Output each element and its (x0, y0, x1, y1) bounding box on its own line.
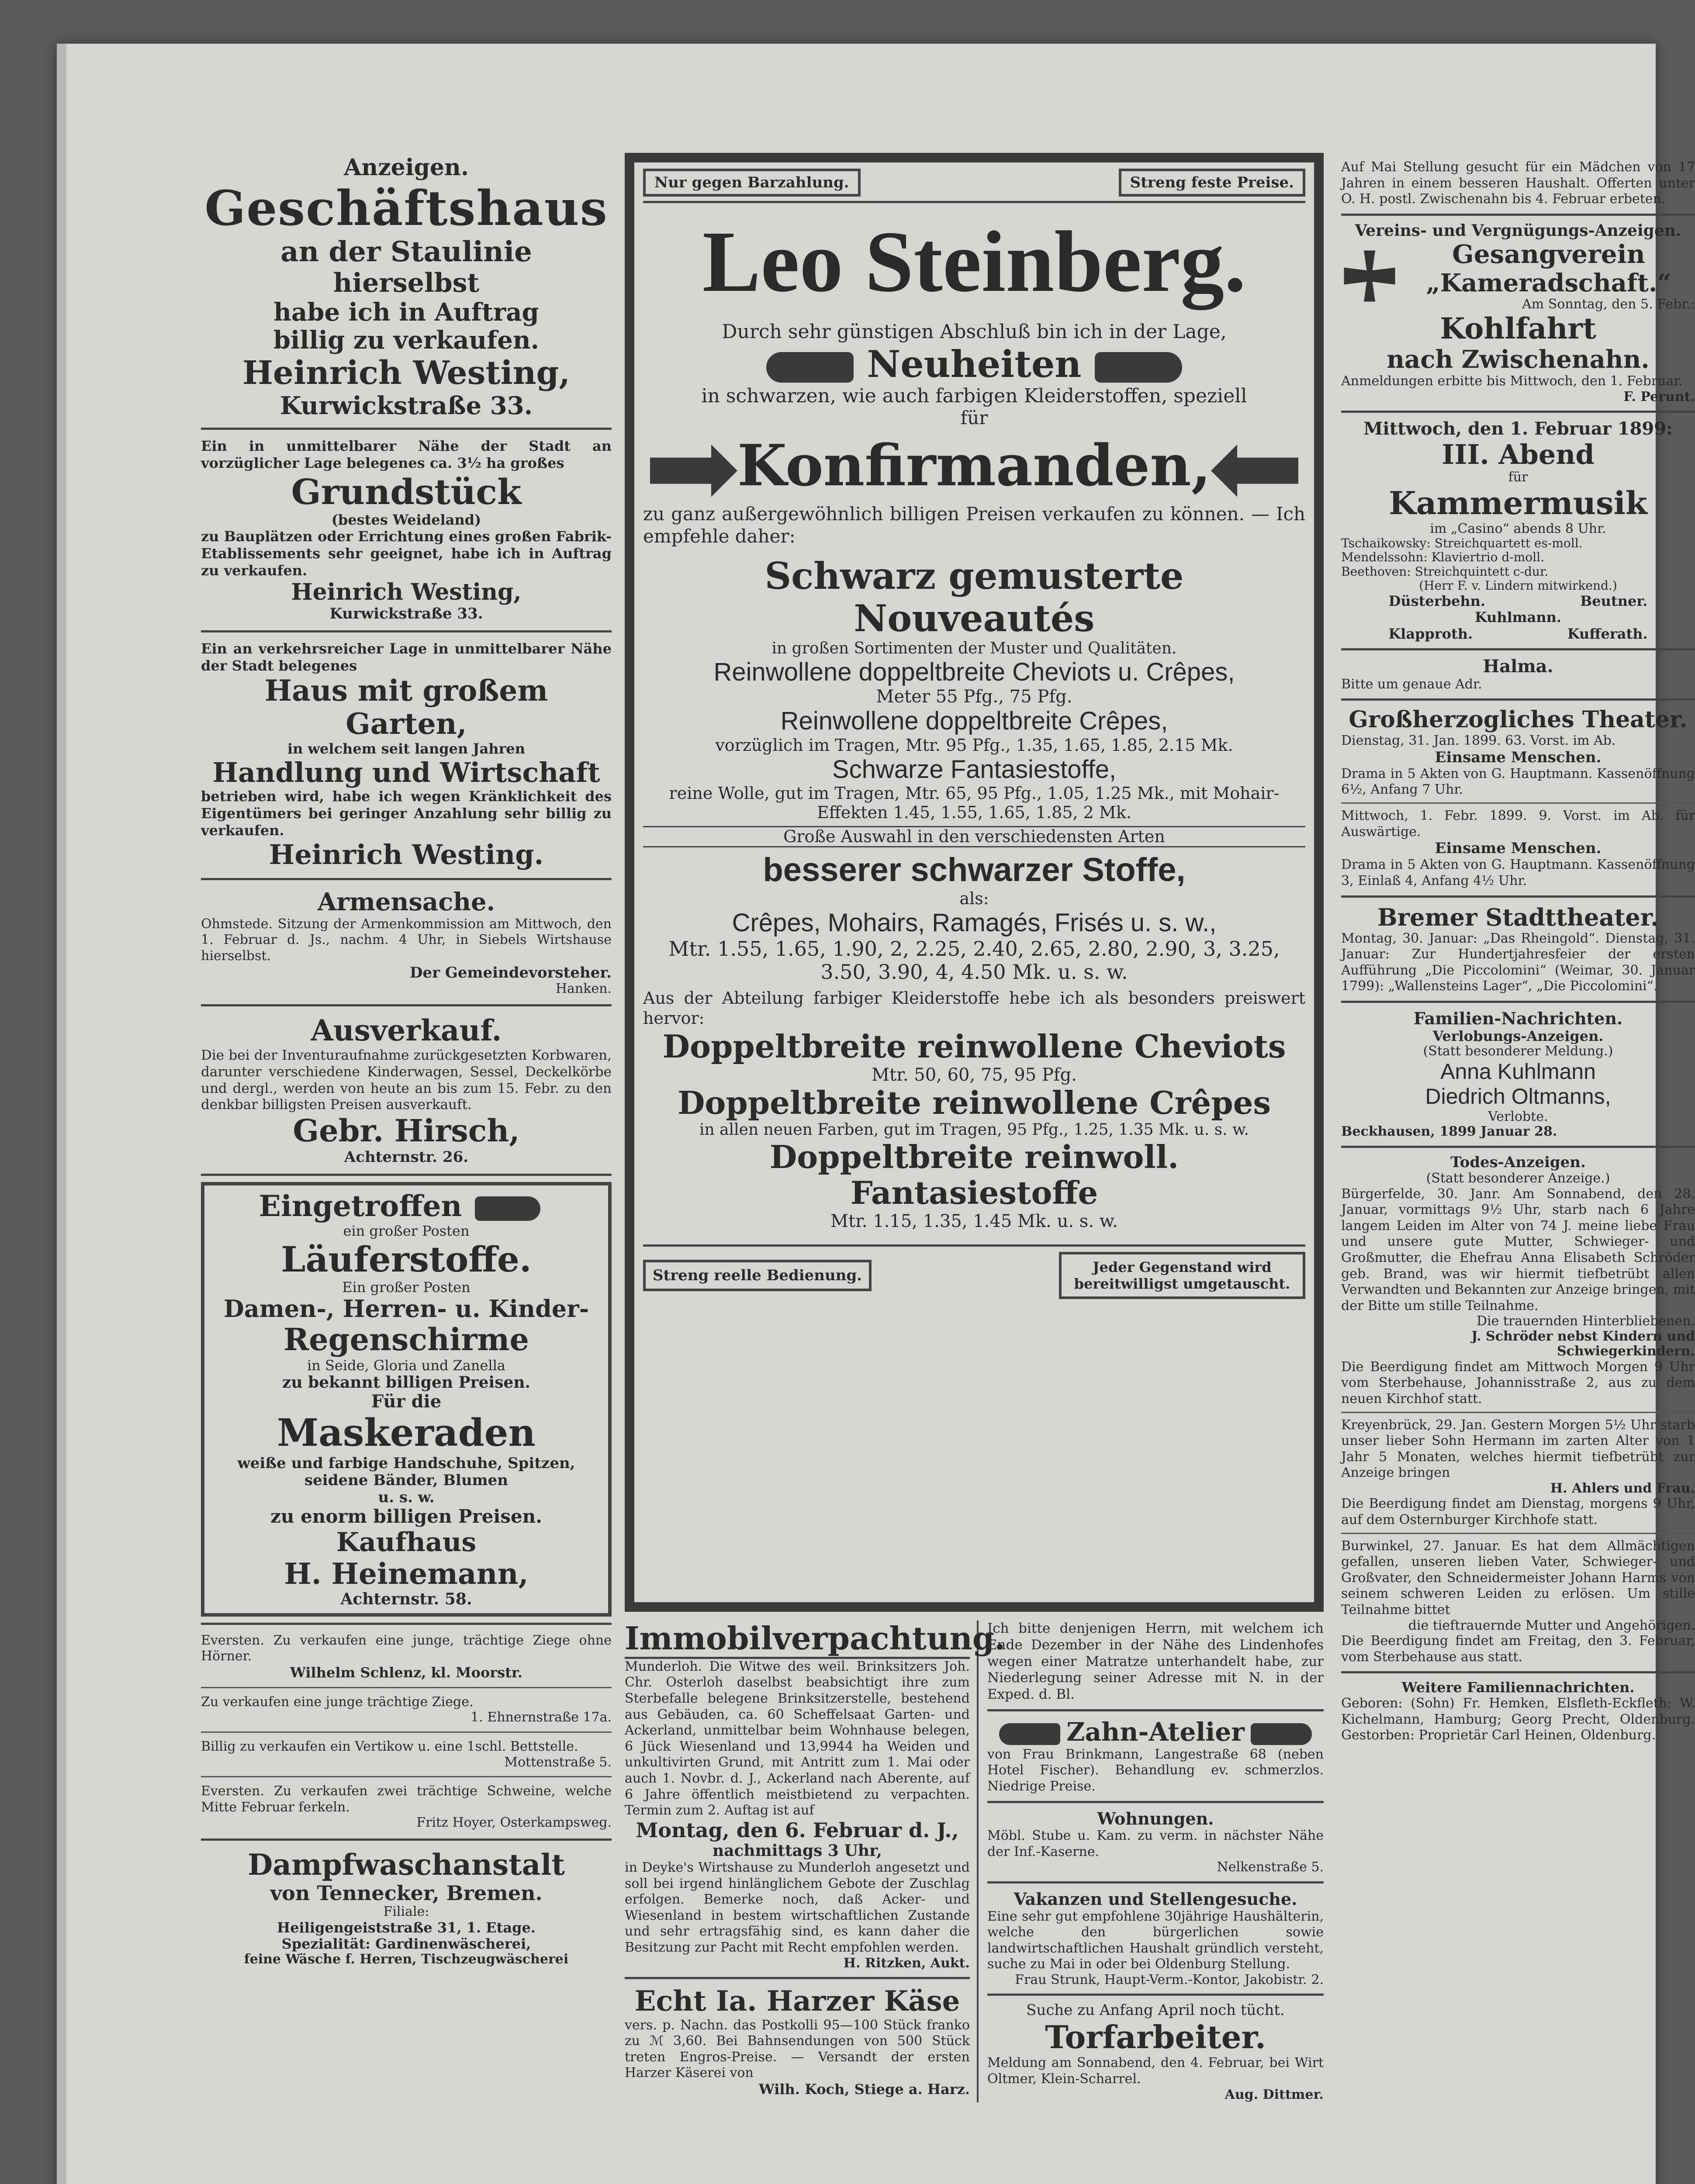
ad-title: Regenschirme (283, 1321, 529, 1358)
ad-haus-garten (201, 639, 612, 872)
ad-title: Bremer Stadttheater. (1377, 903, 1659, 931)
ad-line: zu bekannt billigen Preisen. (282, 1373, 531, 1392)
ad-title: III. Abend (1442, 439, 1595, 471)
ad-body: Eversten. Zu verkaufen zwei trächtige Schweine, welche Mitte Februar ferkeln. (201, 1783, 612, 1815)
ad-body: Mittwoch, 1. Febr. 1899. 9. Vorst. im Ab. für Auswärtige. (1341, 808, 1695, 840)
ad-signature: Aug. Dittmer. (1225, 2087, 1324, 2102)
section-subheading: Weitere Familiennachrichten. (1401, 1679, 1635, 1696)
ad-title: Armensache. (317, 888, 495, 917)
ad-body: Dienstag, 31. Jan. 1899. 63. Vorst. im Ab. (1341, 733, 1616, 749)
ad-body: Ohmstede. Sitzung der Armenkommission am Mittwoch, den 1. Februar d. Js., nachm. 4 Uhr, in Siebels Wirtshause hierselbst. (201, 916, 612, 964)
ad-body: Zu verkaufen eine junge trächtige Ziege. (201, 1694, 474, 1710)
ad-title-text: Zahn-Atelier (1066, 1717, 1245, 1747)
musician-name: Beutner. (1580, 592, 1648, 609)
ad-signature: H. Ahlers und Frau. (1550, 1480, 1695, 1496)
ad-line: (Statt besonderer Meldung.) (1423, 1044, 1613, 1059)
ad-line: an der Staulinie (280, 235, 532, 269)
ad-heinemann (201, 1182, 612, 1617)
ad-line: Am Sonntag, den 5. Febr.: (1522, 297, 1695, 312)
ad-top-right: Streng feste Preise. (1119, 169, 1305, 197)
ad-feature-text: Neuheiten (867, 342, 1082, 386)
ad-line: in Seide, Gloria und Zanella (307, 1357, 505, 1374)
iron-cross-icon (1341, 248, 1398, 304)
ad-address: Kurwickstraße 33. (329, 605, 483, 622)
ad-title: Maskeraden (277, 1411, 536, 1455)
pointing-hand-icon (1251, 1723, 1312, 1745)
ad-body: Möbl. Stube u. Kam. zu verm. in nächster Nähe der Inf.-Kaserne. (987, 1828, 1324, 1859)
ad-line: Suche zu Anfang April noch tücht. (1026, 2001, 1285, 2019)
ad-price: reine Wolle, gut im Tragen, Mtr. 65, 95 Pfg., 1.05, 1.25 Mk., mit Mohair-Effekten 1.45, 1.55, 1.65, 1.85, 2 Mk. (669, 784, 1280, 822)
ad-line: billig zu verkaufen. (273, 326, 540, 355)
ad-price: Mtr. 50, 60, 75, 95 Pfg. (872, 1064, 1077, 1085)
ad-line: Für die (371, 1391, 442, 1412)
ad-body: Anmeldungen erbitte bis Mittwoch, den 1. Februar. (1341, 373, 1683, 389)
ad-heading: Doppeltbreite reinwoll. Fantasiestoffe (769, 1138, 1179, 1212)
ad-geschaeftshaus (201, 153, 612, 422)
ad-line: ein großer Posten (343, 1222, 470, 1239)
ad-name: Hanken. (555, 981, 612, 996)
ad-line: (Herr F. v. Lindern mitwirkend.) (1419, 578, 1617, 593)
ad-title: Großherzogliches Theater. (1349, 706, 1688, 733)
ad-title (211, 1190, 601, 1223)
left-column (201, 153, 612, 1969)
ad-signature: Die trauernden Hinterbliebenen. (1476, 1313, 1695, 1329)
musician-row (1341, 625, 1695, 642)
ad-body: Geboren: (Sohn) Fr. Hemken, Elsfleth-Eckfleth; W. Kichelmann, Hamburg; Georg Precht, Oldenburg. Gestorben: Proprietär Carl Heinen, Oldenburg. (1341, 1696, 1695, 1743)
ad-title: Haus mit großem Garten, (264, 674, 548, 741)
ad-line: hierselbst (333, 267, 480, 298)
ad-price: Mtr. 1.55, 1.65, 1.90, 2, 2.25, 2.40, 2.65, 2.80, 2.90, 3, 3.25, 3.50, 3.90, 4, 4.50 Mk. u. s. w. (668, 937, 1280, 984)
ad-grundstueck (201, 436, 612, 624)
ad-heading: besserer schwarzer Stoffe, (763, 851, 1186, 889)
ad-body: in Deyke's Wirtshause zu Munderloh angesetzt und soll bei irgend hinlänglichem Gebote der Zuschlag erfolgen. Bemerke noch, daß Acker- und Wiesenland in bestem wirtschaftlichen Zustande und sehr ertragsfähig sind, es kann daher die Besitzung zur Pacht mit Recht empfohlen werden. (625, 1860, 970, 1955)
ad-line: für (960, 407, 988, 429)
ad-body: Drama in 5 Akten von G. Hauptmann. Kassenöffnung 6½, Anfang 7 Uhr. (1341, 766, 1695, 798)
ad-bottom-left: Streng reelle Bedienung. (643, 1260, 872, 1291)
ad-line: Spezialität: Gardinenwäscherei, (281, 1935, 531, 1952)
ad-body: Meldung am Sonnabend, den 4. Februar, bei Wirt Oltmer, Klein-Scharrel. (987, 2055, 1324, 2087)
ad-body: Ein an verkehrsreicher Lage in unmittelbarer Nähe der Stadt belegenes (201, 640, 612, 674)
pointing-hand-icon (766, 352, 854, 383)
ad-line: Verlobte. (1488, 1109, 1548, 1124)
section-subheading: Todes-Anzeigen. (1450, 1153, 1586, 1171)
ad-title: Grundstück (291, 471, 522, 513)
ad-ziege-2 (201, 1693, 612, 1727)
ad-body: Eversten. Zu verkaufen eine junge, trächtige Ziege ohne Hörner. (201, 1632, 612, 1664)
program-line: Tschaikowsky: Streichquartett es-moll. (1341, 536, 1583, 551)
musician-name: Kufferath. (1567, 625, 1648, 642)
ad-brand: Leo Steinberg. (702, 214, 1246, 310)
ad-title: Halma. (1483, 656, 1553, 677)
ad-title: Dampfwaschanstalt (248, 1847, 565, 1882)
program-line: Mendelssohn: Klaviertrio d-moll. (1341, 550, 1544, 565)
ad-signature: J. Schröder nebst Kindern und Schwiegerkindern. (1471, 1328, 1695, 1359)
ad-body: Montag, 30. Januar: „Das Rheingold“. Dienstag, 31. Januar: Zur Hundertjahresfeier der ersten Aufführung „Die Piccolomini“ (Weimar, 30. Januar 1799): „Wallensteins Lager“, „Die Piccolomini“. (1341, 930, 1695, 994)
gesangverein-text (1402, 240, 1695, 312)
ad-signature: die tieftrauernde Mutter und Angehörigen. (1408, 1617, 1695, 1633)
ad-feature-text: Konfirmanden, (737, 432, 1211, 499)
ad-heading: Doppeltbreite reinwollene Crêpes (677, 1084, 1271, 1121)
ad-title: Geschäftshaus (204, 180, 608, 236)
ad-body: Auf Mai Stellung gesucht für ein Mädchen von 17 Jahren in einem besseren Haushalt. Offerten unter O. H. postl. Zwischenahn bis 4. Februar erbeten. (1341, 159, 1695, 207)
ad-line: von Tennecker, Bremen. (270, 1881, 543, 1905)
ad-feature (643, 343, 1305, 386)
newspaper-page (57, 44, 1695, 2184)
ad-armensache (201, 886, 612, 998)
musician-name: Klapproth. (1388, 625, 1473, 642)
ad-body: Bürgerfelde, 30. Janr. Am Sonnabend, den 28. Januar, vormittags 9½ Uhr, starb nach 6 Jahre langem Leiden im Alter von 74 J. meine liebe Frau und unsere gute Mutter, Schwieger- und Großmutter, die Ehefrau Anna Elisabeth Schröder geb. Brand, was wir hiermit tiefbetrübt allen Verwandten und Bekannten zur Anzeige bringen, mit der Bitte um stille Teilnahme. (1341, 1186, 1695, 1313)
ad-line: Ein großer Posten (342, 1279, 470, 1296)
ad-signature: Heinrich Westing, (242, 354, 571, 392)
ad-line: Kaufhaus (336, 1527, 477, 1558)
ad-signature: Gebr. Hirsch, (293, 1113, 520, 1149)
fiance-name: Diedrich Oltmanns, (1425, 1084, 1611, 1109)
ad-line: zu enorm billigen Preisen. (270, 1506, 542, 1527)
ad-title: Wohnungen. (1097, 1808, 1214, 1828)
ad-line: zu ganz außergewöhnlich billigen Preisen verkaufen zu können. — Ich empfehle daher: (643, 503, 1305, 547)
ad-dampfwaschanstalt (201, 1847, 612, 1969)
ad-title: Kohlfahrt (1440, 311, 1596, 346)
ad-body: Drama in 5 Akten von G. Hauptmann. Kassenöffnung 3, Einlaß 4, Anfang 4½ Uhr. (1341, 857, 1695, 888)
ad-address: 1. Ehnernstraße 17a. (470, 1710, 612, 1725)
ad-price: vorzüglich im Tragen, Mtr. 95 Pfg., 1.35, 1.65, 1.85, 2.15 Mk. (715, 736, 1233, 755)
ad-line: in welchem seit langen Jahren (287, 740, 526, 757)
ad-address: Achternstr. 58. (340, 1590, 472, 1609)
ad-heading: Doppeltbreite reinwollene Cheviots (662, 1027, 1286, 1065)
ad-feature (643, 433, 1305, 498)
play-title: Einsame Menschen. (1435, 840, 1602, 857)
ad-title: Kammermusik (1389, 484, 1647, 522)
arrow-right-icon (650, 445, 737, 497)
musician-name: Düsterbehn. (1388, 592, 1486, 609)
ad-body: Ein in unmittelbarer Nähe der Stadt an vorzüglicher Lage belegenes ca. 3½ ha großes (201, 438, 612, 472)
ad-address: Kurwickstraße 33. (280, 391, 533, 420)
ad-price: Meter 55 Pfg., 75 Pfg. (876, 687, 1072, 707)
ad-top-left: Nur gegen Barzahlung. (643, 169, 861, 197)
ad-body: Die Beerdigung findet am Mittwoch Morgen 9 Uhr vom Sterbehause, Johannisstraße 2, aus zu dem neuen Kirchhof statt. (1341, 1359, 1695, 1406)
ad-sub: (bestes Weideland) (331, 511, 481, 529)
ad-schweine (201, 1782, 612, 1832)
ad-title: „Kameradschaft.“ (1426, 268, 1671, 297)
ad-line: feine Wäsche f. Herren, Tischzeugwäscherei (244, 1951, 569, 1967)
pointing-hand-icon (475, 1196, 540, 1221)
ad-line: Damen-, Herren- u. Kinder- (223, 1295, 589, 1323)
ad-line: (Statt besonderer Anzeige.) (1426, 1171, 1610, 1186)
ad-signature: Wilh. Koch, Stiege a. Harz. (758, 2081, 970, 2098)
ad-title-text: Eingetroffen (259, 1189, 462, 1223)
right-column (1341, 159, 1695, 1744)
ad-title: Echt Ia. Harzer Käse (634, 1985, 960, 2018)
ad-title: Läuferstoffe. (281, 1238, 532, 1280)
musician-name: Kuhlmann. (1474, 608, 1562, 625)
ad-signature: H. Heinemann, (284, 1556, 529, 1591)
ad-heading: Reinwollene doppeltbreite Cheviots u. Crêpes, (713, 657, 1235, 686)
ad-signature: Fritz Hoyer, Osterkampsweg. (416, 1815, 612, 1831)
ad-heading: Schwarze Fantasiestoffe, (832, 755, 1117, 784)
ad-body: betrieben wird, habe ich wegen Kränklichkeit des Eigentümers bei geringer Anzahlung sehr billig zu verkaufen. (201, 788, 612, 839)
ad-title: nach Zwischenahn. (1387, 345, 1650, 374)
ad-line: für (1508, 470, 1528, 485)
ad-body: Kreyenbrück, 29. Jan. Gestern Morgen 5½ Uhr starb unser lieber Sohn Hermann im zarten Alter von 1 Jahr 5 Monaten, welches hiermit tiefbetrübt zur Anzeige bringen (1341, 1417, 1695, 1481)
ad-ausverkauf (201, 1013, 612, 1168)
pointing-hand-icon (999, 1723, 1060, 1745)
ad-place: Beckhausen, 1899 Januar 28. (1341, 1124, 1557, 1140)
ad-line: im „Casino“ abends 8 Uhr. (1430, 521, 1606, 536)
steinberg-ad (625, 153, 1324, 1612)
middle-lower (625, 1621, 1324, 2102)
ad-body: vers. p. Nachn. das Postkolli 95—100 Stück franko zu ℳ 3,60. Bei Bahnsendungen von 500 Stück treten Engros-Preise. — Versandt der ersten Harzer Käserei von (625, 2017, 970, 2081)
ad-body: Ich bitte denjenigen Herrn, mit welchem ich Ende Dezember in der Nähe des Lindenhofes wegen einer Matratze unterhandelt habe, zur Niederlegung seiner Adresse mit N. in der Exped. d. Bl. (987, 1621, 1324, 1703)
fiance-name: Anna Kuhlmann (1440, 1059, 1596, 1084)
ad-signature: Der Gemeindevorsteher. (410, 964, 612, 981)
ad-line: Große Auswahl in den verschiedensten Arten (643, 826, 1305, 848)
ad-title: Ausverkauf. (311, 1013, 502, 1048)
ad-body: von Frau Brinkmann, Langestraße 68 (neben Hotel Fischer). Behandlung ev. schmerzlos. Niedrige Preise. (987, 1746, 1324, 1794)
middle-column (625, 153, 1324, 2102)
musician-row (1341, 593, 1695, 609)
ad-body: Billig zu verkaufen ein Vertikow u. eine 1schl. Bettstelle. (201, 1738, 578, 1754)
ad-title: Vakanzen und Stellengesuche. (1014, 1889, 1297, 1909)
section-heading: Vereins- und Vergnügungs-Anzeigen. (1355, 221, 1681, 240)
ad-address: Nelkenstraße 5. (1217, 1859, 1324, 1875)
ad-bottombar (643, 1244, 1305, 1299)
middle-lower-left (625, 1620, 1006, 2102)
ad-signature: Frau Strunk, Haupt-Verm.-Kontor, Jakobistr. 2. (1015, 1972, 1324, 1987)
ad-ziege-1 (201, 1631, 612, 1683)
ad-signature: Wilhelm Schlenz, kl. Moorstr. (290, 1664, 522, 1681)
arrow-left-icon (1211, 445, 1298, 497)
ad-body: Munderloh. Die Witwe des weil. Brinksitzers Joh. Chr. Osterloh daselbst beabsichtigt ihre zum Sterbefalle belegene Brinksitzerstelle, bestehend aus Gebäuden, ca. 60 Scheffelsaat Garten- und Ackerland, unmittelbar beim Wohnhause belegen, 6 Jück Wiesenland und 13,9944 ha Weiden und unkultivirten Grund, mit Antritt zum 1. Mai oder auch 1. Novbr. d. J., Ackerland nach Aberente, auf 6 Jahre öffentlich meistbietend zu verpachten. Termin zum 2. Auftag ist auf (625, 1659, 970, 1818)
ad-signature: F. Perunt. (1623, 389, 1695, 404)
ad-heading: Reinwollene doppeltbreite Crêpes, (780, 707, 1168, 736)
ad-bottom-right: Jeder Gegenstand wird bereitwilligst umgetauscht. (1059, 1252, 1305, 1299)
play-title: Einsame Menschen. (1435, 748, 1602, 766)
ad-title: Gesangverein (1452, 239, 1645, 270)
program-line: Beethoven: Streichquintett c-dur. (1341, 564, 1549, 579)
ad-line: Heiligengeiststraße 31, 1. Etage. (277, 1919, 536, 1936)
ad-line: Filiale: (383, 1904, 429, 1920)
ad-signature: Heinrich Westing. (269, 839, 544, 871)
middle-lower-right (987, 1621, 1324, 2102)
ad-body: Bitte um genaue Adr. (1341, 676, 1482, 692)
ad-signature: H. Ritzken, Aukt. (843, 1955, 970, 1971)
ad-title (987, 1717, 1324, 1747)
ad-title: Immobilverpachtung. (625, 1621, 970, 1659)
section-heading: Familien-Nachrichten. (1413, 1008, 1623, 1028)
ad-date: Montag, den 6. Februar d. J., (636, 1818, 959, 1842)
section-heading: Anzeigen. (344, 154, 469, 181)
ad-line: Durch sehr günstigen Abschluß bin ich in der Lage, (722, 321, 1227, 343)
ad-line: u. s. w. (378, 1489, 435, 1507)
ad-price: in allen neuen Farben, gut im Tragen, 95 Pfg., 1.25, 1.35 Mk. u. s. w. (699, 1121, 1249, 1139)
gesangverein-ad (1341, 240, 1695, 312)
ad-body: Burwinkel, 27. Januar. Es hat dem Allmächtigen gefallen, unseren lieben Vater, Schwieger- und Großvater, den Schneidermeister Johann Harms von seinem schweren Leiden zu erlösen. Um stille Teilnahme bittet (1341, 1538, 1695, 1618)
ad-date: Mittwoch, den 1. Februar 1899: (1363, 418, 1673, 439)
ad-title: Torfarbeiter. (1045, 2018, 1266, 2056)
ad-body: zu Bauplätzen oder Errichtung eines großen Fabrik-Etablissements sehr geeignet, habe ich in Auftrag zu verkaufen. (201, 528, 612, 579)
ad-heading: Crêpes, Mohairs, Ramagés, Frisés u. s. w., (732, 908, 1217, 937)
ad-body: Die bei der Inventuraufnahme zurückgesetzten Korbwaren, darunter verschiedene Kinderwagen, Sessel, Deckelkörbe und dergl., werden von heute an bis zum 15. Febr. zu den denkbar billigsten Preisen ausverkauft. (201, 1047, 612, 1113)
ad-line: habe ich in Auftrag (273, 297, 539, 327)
ad-address: Mottenstraße 5. (504, 1754, 612, 1770)
ad-body: Die Beerdigung findet am Dienstag, morgens 9 Uhr, auf dem Osternburger Kirchhofe statt. (1341, 1496, 1695, 1528)
ad-title: Handlung und Wirtschaft (212, 756, 600, 788)
ad-line: als: (959, 888, 989, 908)
ad-line: weiße und farbige Handschuhe, Spitzen, seidene Bänder, Blumen (237, 1454, 575, 1489)
ad-price: Mtr. 1.15, 1.35, 1.45 Mk. u. s. w. (830, 1211, 1118, 1232)
ad-line: Aus der Abteilung farbiger Kleiderstoffe hebe ich als besonders preiswert hervor: (643, 988, 1305, 1028)
ad-vertikow (201, 1737, 612, 1772)
ad-body: Eine sehr gut empfohlene 30jährige Haushälterin, welche den bürgerlichen sowie landwirtschaftlichen Haushalt gründlich versteht, suche zu Mai in oder bei Oldenburg Stellung. (987, 1908, 1324, 1972)
ad-line: in schwarzen, wie auch farbigen Kleiderstoffen, speziell (701, 385, 1247, 408)
ad-signature: Heinrich Westing, (291, 579, 522, 606)
ad-body: Die Beerdigung findet am Freitag, den 3. Februar, vom Sterbehause aus statt. (1341, 1633, 1695, 1665)
pointing-hand-icon (1095, 352, 1182, 383)
ad-topbar (643, 169, 1305, 203)
section-subheading: Verlobungs-Anzeigen. (1432, 1027, 1604, 1044)
ad-time: nachmittags 3 Uhr, (713, 1841, 882, 1860)
ad-address: Achternstr. 26. (344, 1148, 469, 1166)
ad-line: in großen Sortimenten der Muster und Qualitäten. (771, 639, 1177, 658)
ad-heading: Schwarz gemusterte Nouveautés (764, 554, 1184, 640)
page-edge (57, 44, 66, 2184)
